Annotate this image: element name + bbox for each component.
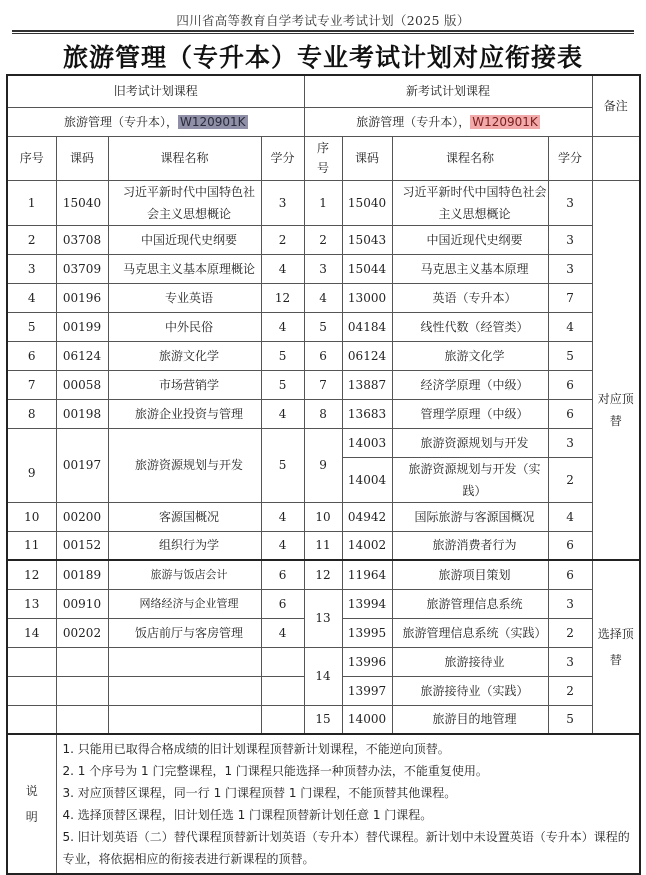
- new-seq: 12: [304, 560, 342, 589]
- new-code: 13995: [342, 618, 392, 647]
- empty-cell: [7, 647, 56, 676]
- old-seq: 2: [7, 225, 56, 254]
- empty-cell: [108, 676, 261, 705]
- new-name: 马克思主义基本原理: [392, 254, 548, 283]
- old-seq: 12: [7, 560, 56, 589]
- new-credits: 5: [548, 705, 592, 734]
- old-credits: 4: [261, 254, 304, 283]
- new-code: 14004: [342, 457, 392, 502]
- new-credits: 5: [548, 341, 592, 370]
- new-credits: 3: [548, 254, 592, 283]
- table-row: [7, 705, 640, 734]
- new-name: 旅游资源规划与开发（实践）: [392, 457, 548, 502]
- old-seq: 13: [7, 589, 56, 618]
- old-name: 旅游企业投资与管理: [108, 399, 261, 428]
- old-name: 饭店前厅与客房管理: [108, 618, 261, 647]
- document-header: 四川省高等教育自学考试专业考试计划（2025 版）: [176, 13, 470, 28]
- remarks-blank: [592, 136, 640, 180]
- old-name: 客源国概况: [108, 502, 261, 531]
- old-code: 00058: [56, 370, 108, 399]
- old-code: 00196: [56, 283, 108, 312]
- col-seq: 序号: [7, 136, 56, 180]
- empty-cell: [56, 705, 108, 734]
- new-code: 15044: [342, 254, 392, 283]
- note-item: 1. 只能用已取得合格成绩的旧计划课程顶替新计划课程，不能逆向顶替。: [62, 742, 450, 756]
- old-credits: 2: [261, 225, 304, 254]
- old-code: 00199: [56, 312, 108, 341]
- old-major: [7, 107, 304, 136]
- table-row: [7, 180, 640, 225]
- page-title: 旅游管理（专升本）专业考试计划对应衔接表: [62, 43, 583, 72]
- old-name: 马克思主义基本原理概论: [108, 254, 261, 283]
- empty-cell: [7, 676, 56, 705]
- old-name: 中国近现代史纲要: [108, 225, 261, 254]
- notes-row: [7, 734, 640, 874]
- new-code: 13994: [342, 589, 392, 618]
- old-seq: 7: [7, 370, 56, 399]
- old-code: 03708: [56, 225, 108, 254]
- header-rule: [12, 33, 634, 34]
- new-seq: 9: [304, 428, 342, 502]
- empty-cell: [108, 647, 261, 676]
- old-credits: 4: [261, 399, 304, 428]
- transition-table: [6, 74, 641, 875]
- new-credits: 3: [548, 225, 592, 254]
- old-seq: 6: [7, 341, 56, 370]
- new-code: 11964: [342, 560, 392, 589]
- new-name: 英语（专升本）: [392, 283, 548, 312]
- new-seq: 6: [304, 341, 342, 370]
- old-major-code: W120901K: [179, 114, 246, 129]
- new-credits: 6: [548, 560, 592, 589]
- new-code: 13000: [342, 283, 392, 312]
- old-credits: 4: [261, 312, 304, 341]
- new-code: 04184: [342, 312, 392, 341]
- old-seq: 10: [7, 502, 56, 531]
- new-credits: 4: [548, 502, 592, 531]
- old-name: 网络经济与企业管理: [108, 589, 261, 618]
- note-item: 3. 对应顶替区课程，同一行 1 门课程顶替 1 门课程，不能顶替其他课程。: [62, 786, 457, 800]
- new-seq: 7: [304, 370, 342, 399]
- new-seq: 15: [304, 705, 342, 734]
- new-seq: 13: [304, 589, 342, 647]
- new-name: 国际旅游与客源国概况: [392, 502, 548, 531]
- old-name: 组织行为学: [108, 531, 261, 560]
- old-credits: 5: [261, 370, 304, 399]
- new-code: 14000: [342, 705, 392, 734]
- old-credits: 12: [261, 283, 304, 312]
- new-code: 04942: [342, 502, 392, 531]
- old-code: 00202: [56, 618, 108, 647]
- old-credits: 6: [261, 560, 304, 589]
- old-seq: 14: [7, 618, 56, 647]
- old-major-name: 旅游管理（专升本），: [63, 114, 178, 129]
- old-seq: 1: [7, 180, 56, 225]
- new-credits: 6: [548, 399, 592, 428]
- table-row: [7, 283, 640, 312]
- new-name: 线性代数（经管类）: [392, 312, 548, 341]
- old-code: 00198: [56, 399, 108, 428]
- new-credits: 3: [548, 428, 592, 457]
- table-row: [7, 531, 640, 560]
- table-row: [7, 399, 640, 428]
- new-credits: 7: [548, 283, 592, 312]
- new-name: 旅游消费者行为: [392, 531, 548, 560]
- new-seq: 14: [304, 647, 342, 705]
- old-credits: 6: [261, 589, 304, 618]
- old-name: 旅游文化学: [108, 341, 261, 370]
- new-seq: 10: [304, 502, 342, 531]
- old-credits: 5: [261, 341, 304, 370]
- new-code: 15043: [342, 225, 392, 254]
- remark-corresponding: 对应顶替: [592, 180, 640, 560]
- notes-label: [7, 734, 56, 874]
- old-credits: 4: [261, 531, 304, 560]
- old-seq: 8: [7, 399, 56, 428]
- note-item: 4. 选择顶替区课程，旧计划任选 1 门课程顶替新计划任意 1 门课程。: [62, 808, 433, 822]
- new-name: 旅游管理信息系统: [392, 589, 548, 618]
- old-seq: 9: [7, 428, 56, 502]
- old-name: 旅游与饭店会计: [108, 560, 261, 589]
- remark-selective: 选择顶替: [592, 560, 640, 734]
- old-code: 00152: [56, 531, 108, 560]
- new-major-code: W120901K: [472, 114, 538, 129]
- old-plan-header: 旧考试计划课程: [7, 75, 304, 107]
- empty-cell: [261, 705, 304, 734]
- new-credits: 6: [548, 531, 592, 560]
- new-seq: 2: [304, 225, 342, 254]
- note-item: 2. 1 个序号为 1 门完整课程，1 门课程只能选择一种顶替办法，不能重复使用。: [62, 764, 488, 778]
- table-row: [7, 370, 640, 399]
- new-credits: 6: [548, 370, 592, 399]
- old-seq: 4: [7, 283, 56, 312]
- new-name: 旅游资源规划与开发: [392, 428, 548, 457]
- col-code-new: 课码: [342, 136, 392, 180]
- table-row: [7, 225, 640, 254]
- new-code: 14002: [342, 531, 392, 560]
- old-credits: 4: [261, 618, 304, 647]
- old-seq: 5: [7, 312, 56, 341]
- new-name: 旅游接待业（实践）: [392, 676, 548, 705]
- old-code: 00189: [56, 560, 108, 589]
- new-plan-header: 新考试计划课程: [304, 75, 592, 107]
- col-seq-new: 序号: [304, 136, 342, 180]
- old-credits: 3: [261, 180, 304, 225]
- old-name: 旅游资源规划与开发: [108, 428, 261, 502]
- new-seq: 11: [304, 531, 342, 560]
- empty-cell: [108, 705, 261, 734]
- new-credits: 3: [548, 647, 592, 676]
- old-code: 03709: [56, 254, 108, 283]
- new-credits: 3: [548, 589, 592, 618]
- old-code: 00910: [56, 589, 108, 618]
- col-credits: 学分: [261, 136, 304, 180]
- empty-cell: [7, 705, 56, 734]
- header-rule: [12, 30, 634, 32]
- col-credits-new: 学分: [548, 136, 592, 180]
- new-name: 旅游接待业: [392, 647, 548, 676]
- old-seq: 11: [7, 531, 56, 560]
- new-credits: 2: [548, 676, 592, 705]
- old-credits: 4: [261, 502, 304, 531]
- new-credits: 2: [548, 457, 592, 502]
- new-credits: 4: [548, 312, 592, 341]
- new-seq: 1: [304, 180, 342, 225]
- old-name: 市场营销学: [108, 370, 261, 399]
- new-name: 经济学原理（中级）: [392, 370, 548, 399]
- col-code: 课码: [56, 136, 108, 180]
- new-major-name: 旅游管理（专升本），: [356, 114, 471, 129]
- new-credits: 2: [548, 618, 592, 647]
- old-seq: 3: [7, 254, 56, 283]
- new-code: 06124: [342, 341, 392, 370]
- old-code: 00197: [56, 428, 108, 502]
- new-code: 13997: [342, 676, 392, 705]
- table-row: [7, 254, 640, 283]
- notes-label-text: 说明: [25, 784, 38, 824]
- notes-content: [56, 734, 640, 874]
- old-code: 00200: [56, 502, 108, 531]
- new-name: 旅游项目策划: [392, 560, 548, 589]
- old-credits: 5: [261, 428, 304, 502]
- new-seq: 4: [304, 283, 342, 312]
- old-name: 专业英语: [108, 283, 261, 312]
- table-row: [7, 589, 640, 618]
- col-name-new: 课程名称: [392, 136, 548, 180]
- new-name: 习近平新时代中国特色社会主义思想概论: [392, 180, 548, 225]
- old-code: 06124: [56, 341, 108, 370]
- old-name: 习近平新时代中国特色社会主义思想概论: [108, 180, 261, 225]
- new-code: 13683: [342, 399, 392, 428]
- new-name: 旅游文化学: [392, 341, 548, 370]
- table-row: [7, 560, 640, 589]
- new-major: [304, 107, 592, 136]
- new-credits: 3: [548, 180, 592, 225]
- new-seq: 8: [304, 399, 342, 428]
- new-code: 13996: [342, 647, 392, 676]
- new-code: 13887: [342, 370, 392, 399]
- col-name: 课程名称: [108, 136, 261, 180]
- new-name: 旅游管理信息系统（实践）: [392, 618, 548, 647]
- new-seq: 3: [304, 254, 342, 283]
- empty-cell: [261, 676, 304, 705]
- empty-cell: [261, 647, 304, 676]
- new-code: 15040: [342, 180, 392, 225]
- empty-cell: [56, 647, 108, 676]
- empty-cell: [56, 676, 108, 705]
- new-name: 管理学原理（中级）: [392, 399, 548, 428]
- table-row: [7, 312, 640, 341]
- note-item: 5. 旧计划英语（二）替代课程顶替新计划英语（专升本）替代课程。新计划中未设置英语（专升本）课程的专业，将依据相应的衔接表进行新课程的顶替。: [62, 830, 630, 866]
- old-name: 中外民俗: [108, 312, 261, 341]
- table-row: [7, 647, 640, 676]
- new-name: 中国近现代史纲要: [392, 225, 548, 254]
- new-code: 14003: [342, 428, 392, 457]
- old-code: 15040: [56, 180, 108, 225]
- table-row: [7, 341, 640, 370]
- remarks-header: 备注: [592, 75, 640, 136]
- new-name: 旅游目的地管理: [392, 705, 548, 734]
- new-seq: 5: [304, 312, 342, 341]
- table-row: [7, 428, 640, 457]
- table-row: [7, 502, 640, 531]
